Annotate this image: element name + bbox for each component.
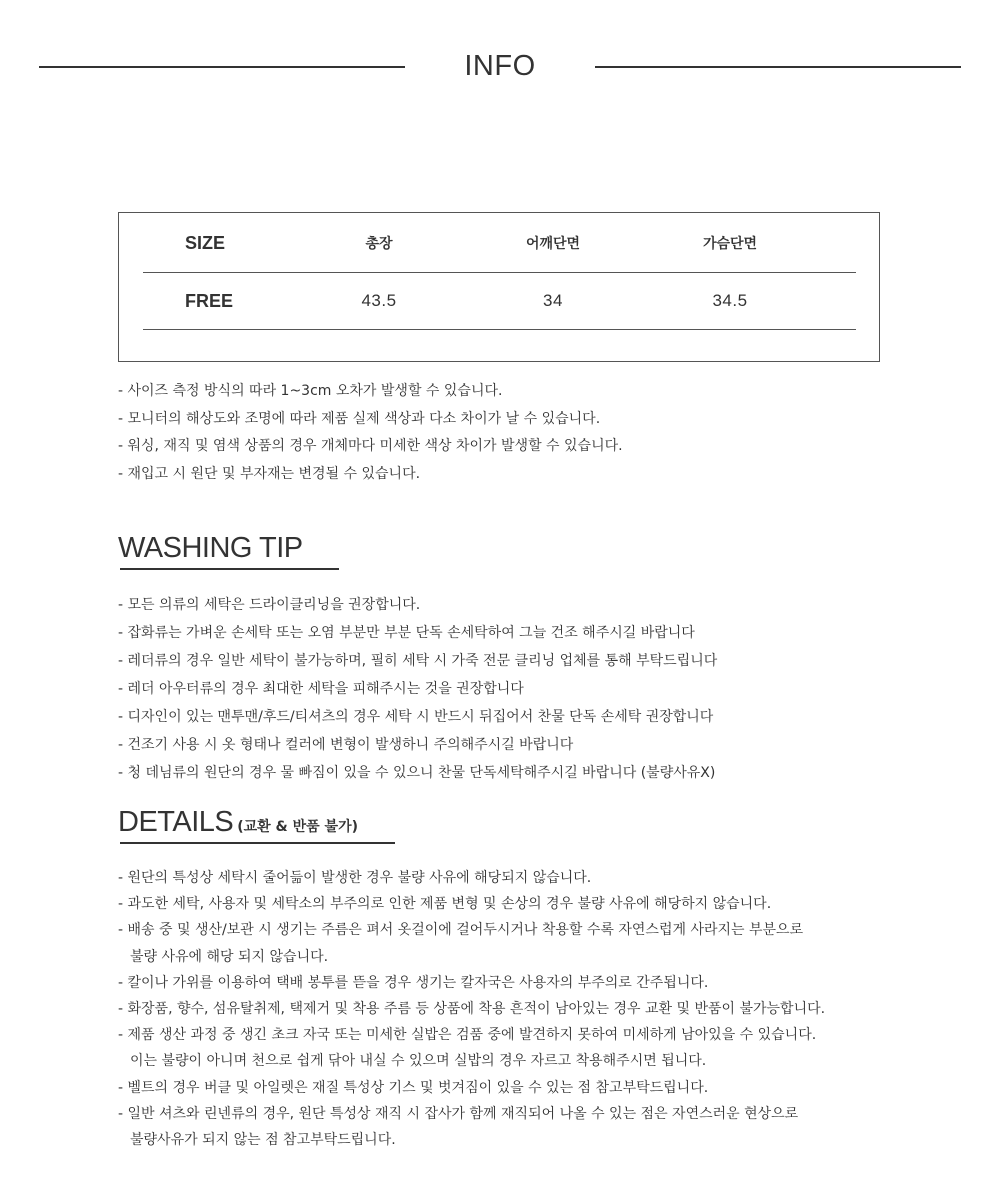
header-shoulder-width: 어깨단면 [525,236,581,252]
list-item: - 디자인이 있는 맨투맨/후드/티셔츠의 경우 세탁 시 반드시 뒤집어서 찬물 단독 손세탁 권장합니다 [118,709,714,725]
size-value: FREE [185,290,234,311]
info-divider-right [595,66,961,68]
washing-tip-title [118,532,303,565]
list-item: - 배송 중 및 생산/보관 시 생기는 주름은 펴서 옷걸이에 걸어두시거나 착용할 수록 자연스럽게 사라지는 부분으로 [118,922,804,939]
list-item: - 모든 의류의 세탁은 드라이클리닝을 권장합니다. [118,597,421,613]
details-heading: DETAILS [118,806,234,838]
details-subtitle: (교환 & 반품 불가) [237,819,358,835]
size-table-header-row [143,214,856,273]
list-item: - 칼이나 가위를 이용하여 택배 봉투를 뜯을 경우 생기는 칼자국은 사용자의 부주의로 간주됩니다. [118,974,709,991]
list-item: 불량 사유에 해당 되지 않습니다. [130,948,329,965]
list-item: - 재입고 시 원단 및 부자재는 변경될 수 있습니다. [118,465,421,482]
list-item: - 원단의 특성상 세탁시 줄어듦이 발생한 경우 불량 사유에 해당되지 않습니다. [118,870,592,886]
list-item: - 워싱, 재직 및 염색 상품의 경우 개체마다 미세한 색상 차이가 발생할 수 있습니다. [118,438,623,454]
washing-tip-list [118,594,717,790]
header-chest-width: 가슴단면 [702,236,758,252]
list-item: - 과도한 세탁, 사용자 및 세탁소의 부주의로 인한 제품 변형 및 손상의 경우 불량 사유에 해당하지 않습니다. [118,896,772,913]
info-header [0,50,1000,90]
size-notes [118,380,623,490]
total-length-value: 43.5 [361,291,397,310]
details-list [118,867,825,1155]
list-item: - 사이즈 측정 방식의 따라 1~3cm 오차가 발생할 수 있습니다. [118,383,503,399]
table-row [143,273,856,330]
details-underline [120,842,395,844]
list-item: - 모니터의 해상도와 조명에 따라 제품 실제 색상과 다소 차이가 날 수 있습니다. [118,410,601,427]
header-size: SIZE [185,232,226,253]
list-item: 이는 불량이 아니며 천으로 쉽게 닦아 내실 수 있으며 실밥의 경우 자르고 착용해주시면 됩니다. [130,1053,707,1070]
chest-width-value: 34.5 [712,291,748,310]
list-item: - 잡화류는 가벼운 손세탁 또는 오염 부분만 부분 단독 손세탁하여 그늘 건조 해주시길 바랍니다 [118,625,695,641]
list-item: 불량사유가 되지 않는 점 참고부탁드립니다. [130,1131,396,1148]
list-item: - 화장품, 향수, 섬유탈취제, 택제거 및 착용 주름 등 상품에 착용 흔적이 남아있는 경우 교환 및 반품이 불가능합니다. [118,1000,826,1017]
list-item: - 레더 아우터류의 경우 최대한 세탁을 피해주시는 것을 권장합니다 [118,681,524,697]
list-item: - 청 데님류의 원단의 경우 물 빠짐이 있을 수 있으니 찬물 단독세탁해주시길 바랍니다 (불량사유X) [118,765,716,781]
list-item: - 제품 생산 과정 중 생긴 초크 자국 또는 미세한 실밥은 검품 중에 발견하지 못하여 미세하게 남아있을 수 있습니다. [118,1027,817,1044]
size-table [118,212,880,362]
list-item: - 레더류의 경우 일반 세탁이 불가능하며, 필히 세탁 시 가죽 전문 클리닝 업체를 통해 부탁드립니다 [118,653,718,669]
list-item: - 건조기 사용 시 옷 형태나 컬러에 변형이 발생하니 주의해주시길 바랍니다 [118,737,574,753]
washing-tip-underline [120,568,339,570]
washing-tip-heading: WASHING TIP [118,532,303,564]
shoulder-width-value: 34 [543,291,563,310]
details-title [118,806,358,839]
list-item: - 일반 셔츠와 린넨류의 경우, 원단 특성상 재직 시 잡사가 함께 재직되어 나올 수 있는 점은 자연스러운 현상으로 [118,1105,799,1122]
list-item: - 벨트의 경우 버클 및 아일렛은 재질 특성상 기스 및 벗겨짐이 있을 수 있는 점 참고부탁드립니다. [118,1079,709,1096]
info-title: INFO [464,50,536,82]
header-total-length: 총장 [365,236,393,252]
